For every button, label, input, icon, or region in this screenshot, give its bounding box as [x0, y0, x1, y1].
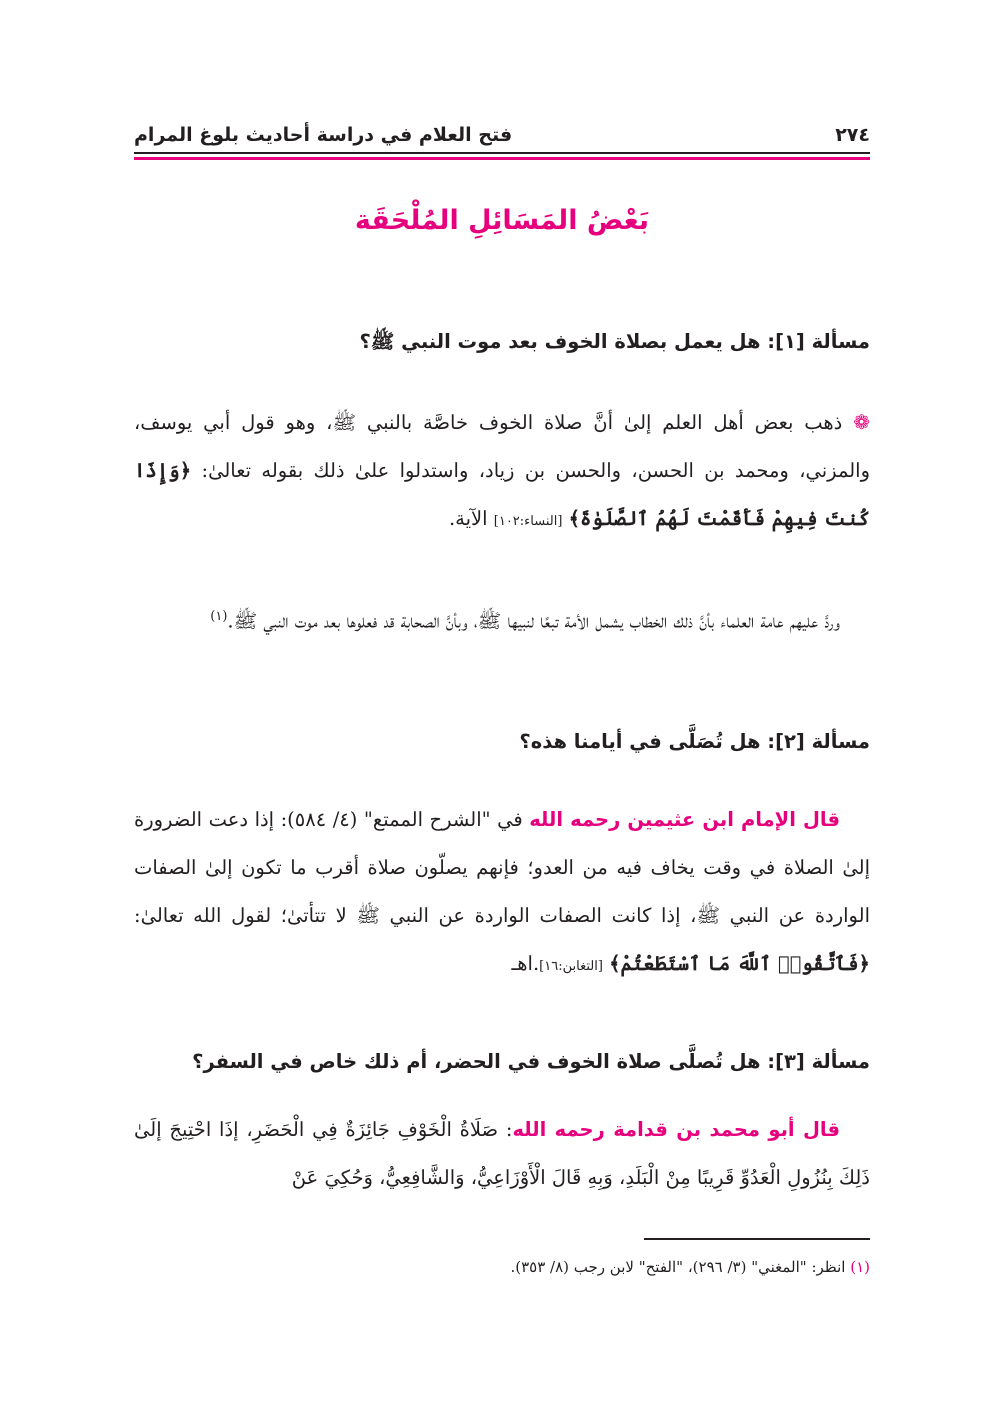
- footnote-number: (١): [850, 1258, 870, 1276]
- question-1-rebuttal: [134, 593, 870, 646]
- footnote-rule: [644, 1238, 870, 1240]
- footnote: [134, 1258, 870, 1276]
- question-2-answer: [134, 796, 870, 991]
- page-number: ٢٧٤: [835, 124, 870, 146]
- header-rule-accent: [134, 157, 870, 160]
- flower-marker-icon: ❁: [853, 410, 870, 434]
- verse-reference: [النساء:١٠٢]: [493, 514, 563, 529]
- answer-text-a: في "الشرح الممتع" (٤/ ٥٨٤): إذا دعت الضرورة إلىٰ الصلاة في وقت يخاف فيه من العدو؛ فإنهم يصلّون صلاة أقرب ما تكون إلىٰ الصفات الواردة عن النبي ﷺ، إذا كانت الصفات الواردة عن النبي ﷺ لا تتأتىٰ؛ لقول الله تعالىٰ:: [134, 808, 870, 927]
- header-rule: [134, 152, 870, 154]
- footnote-text: انظر: "المغني" (٣/ ٢٩٦)، "الفتح" لابن رجب (٨/ ٣٥٣).: [510, 1258, 846, 1276]
- section-title: بَعْضُ المَسَائِلِ المُلْحَقَة: [354, 205, 650, 236]
- verse-reference: [التغابن:١٦]: [539, 959, 603, 974]
- question-1-heading: مسألة [١]: هل يعمل بصلاة الخوف بعد موت النبي ﷺ؟: [359, 330, 870, 353]
- answer-text: : صَلَاةُ الْخَوْفِ جَائِزَةٌ فِي الْحَضَرِ، إذَا احْتِيجَ إلَىٰ ذَلِكَ بِنُزُولِ الْعَدُوِّ قَرِيبًا مِنْ الْبَلَدِ، وَبِهِ قَالَ الْأَوْزَاعِيُّ، وَالشَّافِعِيُّ، وَحُكِيَ عَنْ: [134, 1118, 870, 1189]
- scholar-name: قال الإمام ابن عثيمين رحمه الله: [529, 808, 840, 831]
- answer-text-b: .اهـ: [511, 952, 540, 975]
- rebuttal-text: وردَّ عليهم عامة العلماء بأنَّ ذلك الخطاب يشمل الأمة تبعًا لنبيها ﷺ، وبأنَّ الصحابة قد فعلوها بعد موت النبي ﷺ.: [227, 609, 840, 633]
- answer-text-a: ذهب بعض أهل العلم إلىٰ أنَّ صلاة الخوف خاصَّة بالنبي ﷺ، وهو قول أبي يوسف، والمزني، ومحمد بن الحسن، والحسن بن زياد، واستدلوا علىٰ ذلك بقوله تعالىٰ:: [134, 411, 870, 482]
- quran-verse: ﴿فَٱتَّقُوا۟ ٱللَّهَ مَا ٱسْتَطَعْتُمْ﴾: [609, 952, 870, 975]
- footnote-marker: (١): [210, 609, 228, 624]
- running-title: فتح العلام في دراسة أحاديث بلوغ المرام: [134, 124, 513, 146]
- question-3-answer: [134, 1106, 870, 1202]
- question-3-heading: مسألة [٣]: هل تُصلَّى صلاة الخوف في الحضر، أم ذلك خاص في السفر؟: [192, 1050, 870, 1073]
- question-2-heading: مسألة [٢]: هل تُصَلَّى في أيامنا هذه؟: [519, 730, 870, 753]
- page-header: [134, 118, 870, 152]
- question-1-answer: [134, 398, 870, 546]
- scholar-name: قال أبو محمد بن قدامة رحمه الله: [512, 1118, 840, 1141]
- quran-verse: ﴿وَإِذَا كُنتَ فِيهِمْ فَأَقَمْتَ لَهُمُ ٱلصَّلَوٰةَ﴾: [134, 459, 870, 530]
- answer-text-b: الآية.: [448, 507, 494, 530]
